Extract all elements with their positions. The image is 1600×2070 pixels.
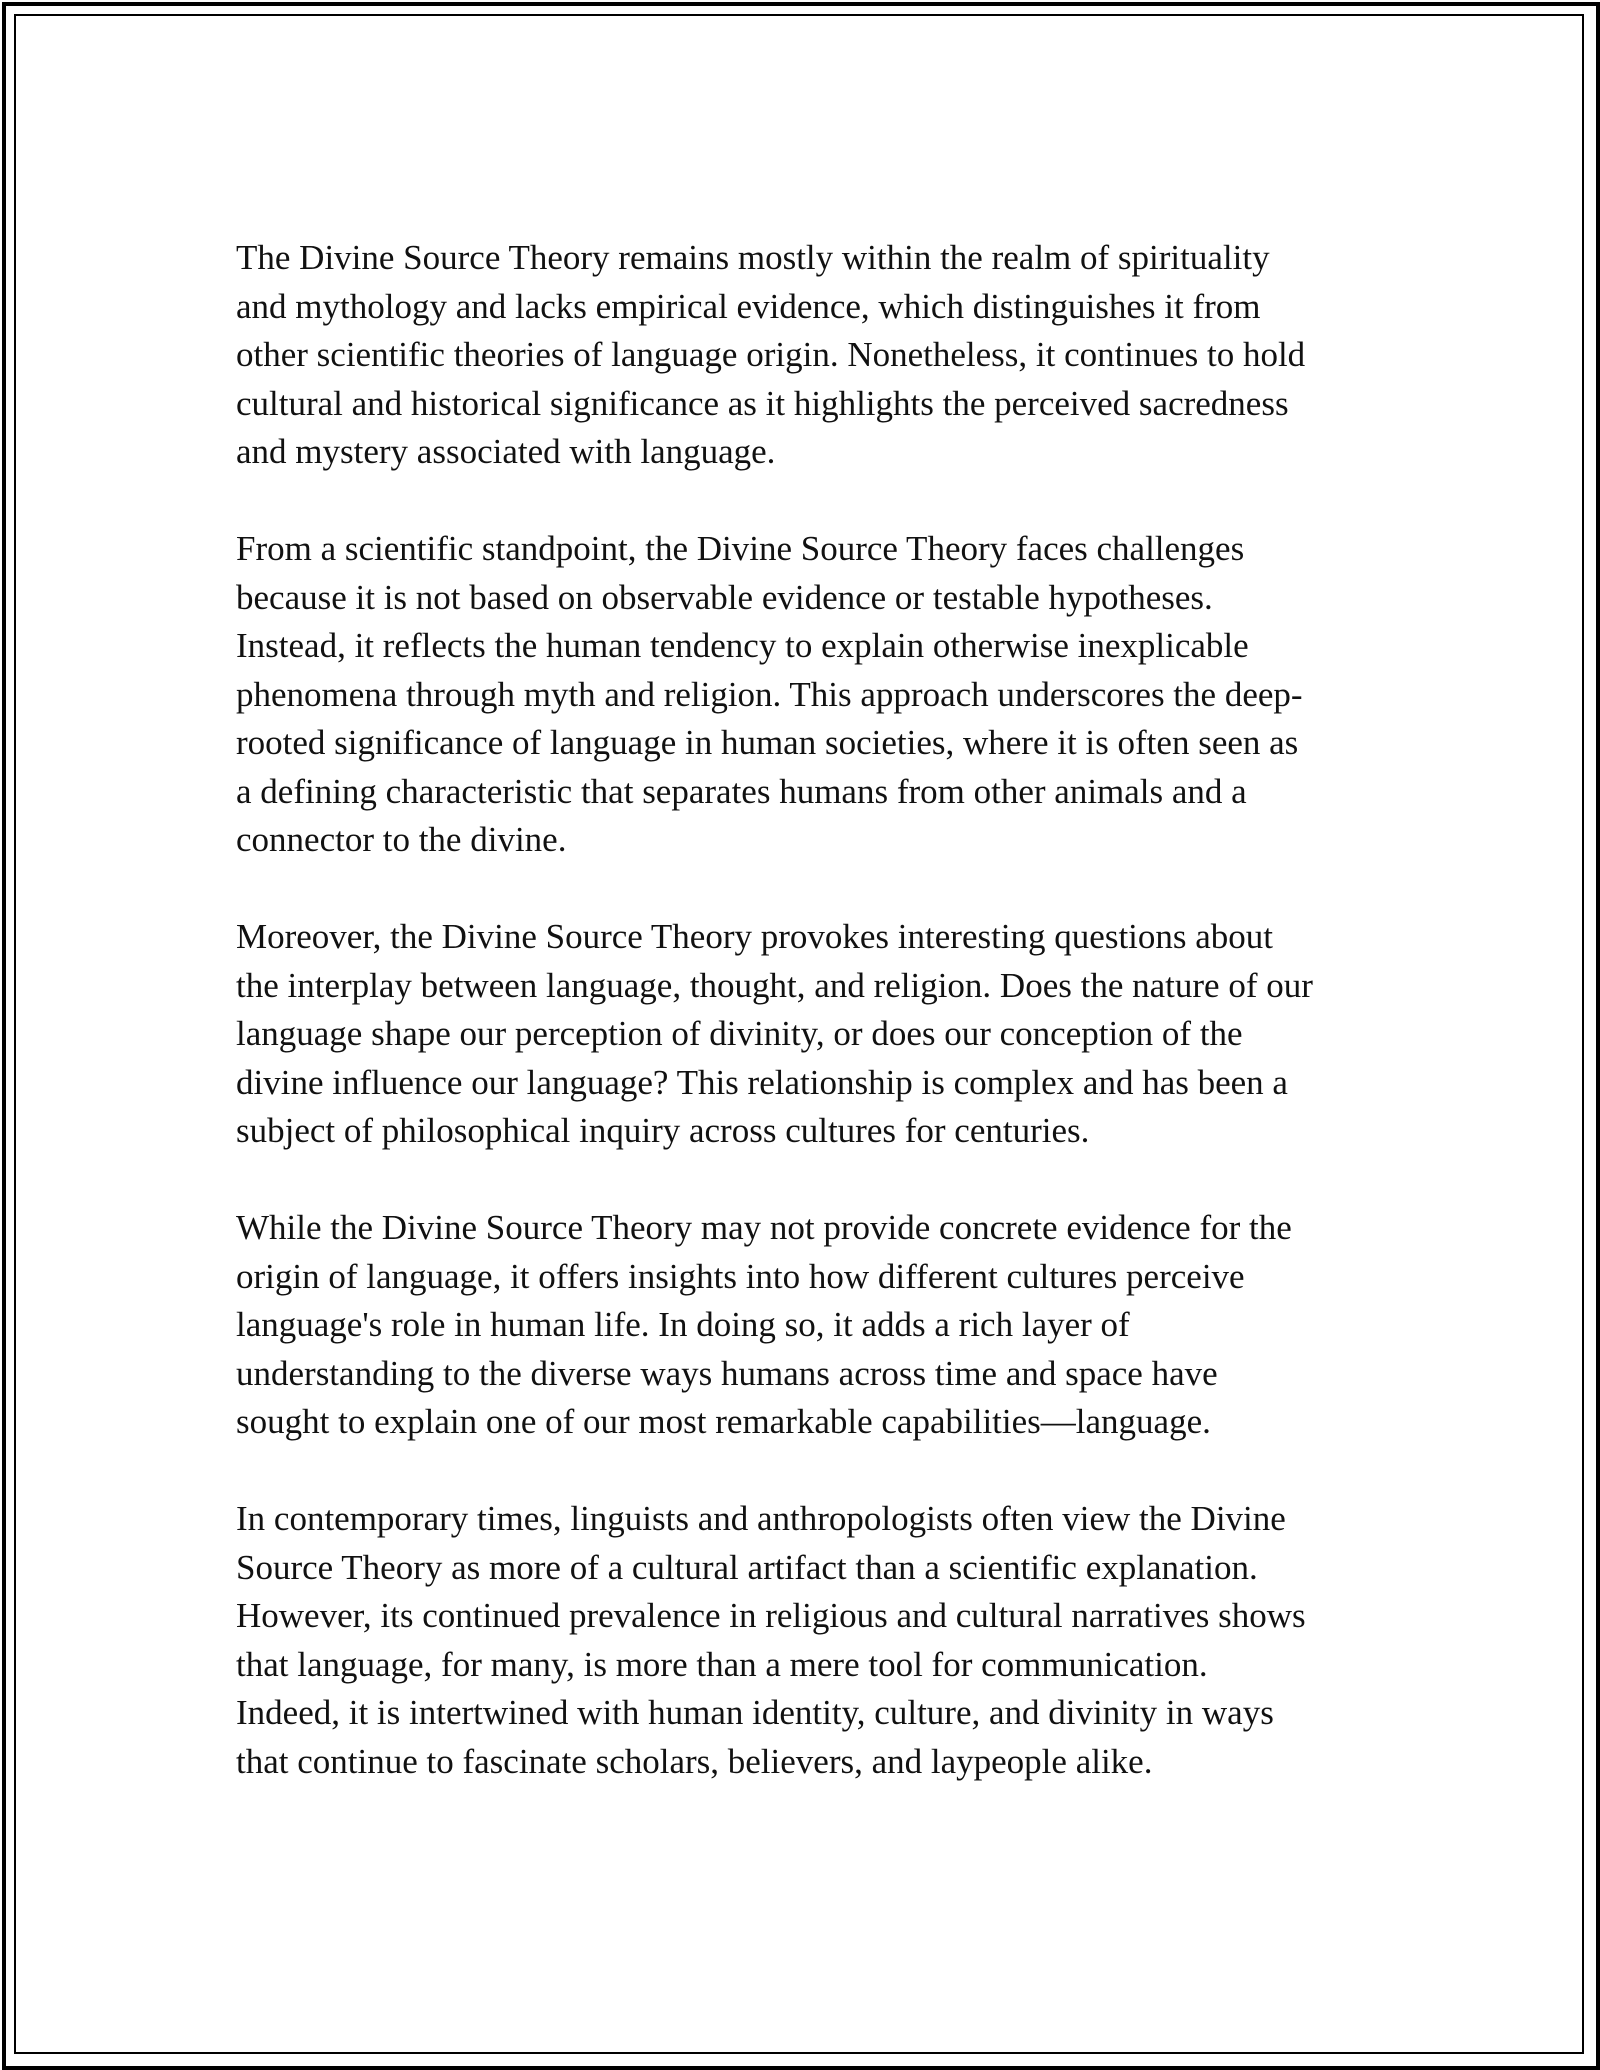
- paragraph-1: The Divine Source Theory remains mostly within the realm of spirituality and mythology and lacks empirical evidence, which distinguishes it from other scientific theories of language origin. Nonetheless, it continues to hold cultural and historical significance as it highlights the perceived sacredness and mystery associated with language.: [236, 238, 1306, 471]
- paragraph-3: Moreover, the Divine Source Theory provokes interesting questions about the interplay between language, thought, and religion. Does the nature of our language shape our perception of divinity, or does our conception of the divine influence our language? This relationship is complex and has been a subject of philosophical inquiry across cultures for centuries.: [236, 917, 1313, 1150]
- paragraph-4: While the Divine Source Theory may not provide concrete evidence for the origin of language, it offers insights into how different cultures perceive language's role in human life. In doing so, it adds a rich layer of understanding to the diverse ways humans across time and space have sought to explain one of our most remarkable capabilities—language.: [236, 1208, 1292, 1441]
- document-body: [236, 234, 1386, 1835]
- paragraph-5: In contemporary times, linguists and anthropologists often view the Divine Source Theory as more of a cultural artifact than a scientific explanation. However, its continued prevalence in religious and cultural narratives shows that language, for many, is more than a mere tool for communication. Indeed, it is intertwined with human identity, culture, and divinity in ways that continue to fascinate scholars, believers, and laypeople alike.: [236, 1499, 1306, 1781]
- paragraph-2: From a scientific standpoint, the Divine Source Theory faces challenges because it is not based on observable evidence or testable hypotheses. Instead, it reflects the human tendency to explain otherwise inexplicable phenomena through myth and religion. This approach underscores the deep- rooted significance of language in human societies, where it is often seen as a defining characteristic that separates humans from other animals and a connector to the divine.: [236, 529, 1303, 859]
